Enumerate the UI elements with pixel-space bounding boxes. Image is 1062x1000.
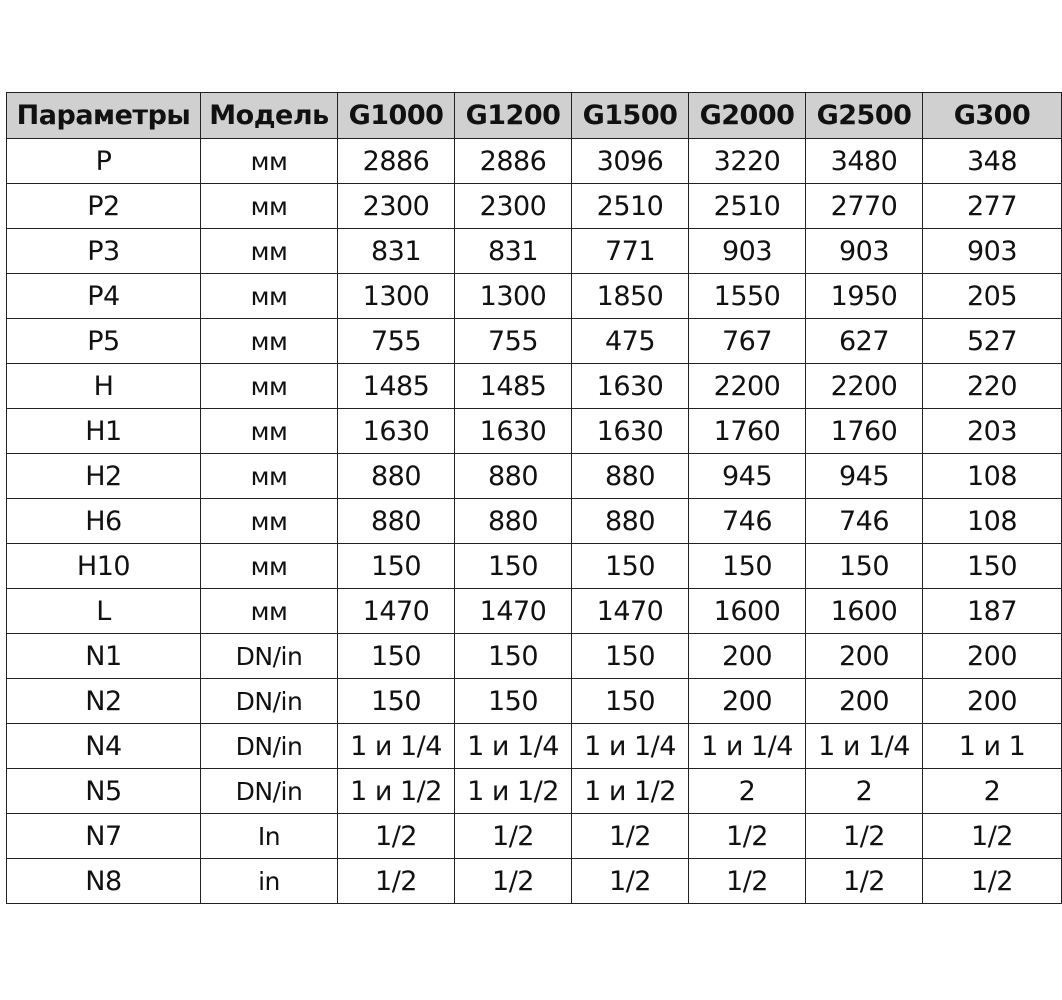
param-name-cell: P3 xyxy=(7,229,201,274)
value-cell: 755 xyxy=(455,319,572,364)
param-name-cell: H10 xyxy=(7,544,201,589)
value-cell: 945 xyxy=(689,454,806,499)
table-row xyxy=(7,499,1062,544)
param-name-cell: N4 xyxy=(7,724,201,769)
value-cell: 1550 xyxy=(689,274,806,319)
param-name-cell: N1 xyxy=(7,634,201,679)
header-model-g3000: G300 xyxy=(923,93,1062,139)
header-model-g1000: G1000 xyxy=(338,93,455,139)
value-cell: 220 xyxy=(923,364,1062,409)
value-cell: 200 xyxy=(923,679,1062,724)
value-cell: 475 xyxy=(572,319,689,364)
unit-cell: мм xyxy=(201,139,338,184)
value-cell: 767 xyxy=(689,319,806,364)
value-cell: 1470 xyxy=(572,589,689,634)
unit-cell: DN/in xyxy=(201,679,338,724)
value-cell: 1470 xyxy=(455,589,572,634)
value-cell: 2 xyxy=(806,769,923,814)
value-cell: 831 xyxy=(338,229,455,274)
param-name-cell: N5 xyxy=(7,769,201,814)
value-cell: 1630 xyxy=(572,364,689,409)
value-cell: 2 xyxy=(689,769,806,814)
value-cell: 880 xyxy=(572,499,689,544)
table-row xyxy=(7,634,1062,679)
value-cell: 200 xyxy=(806,679,923,724)
value-cell: 880 xyxy=(455,499,572,544)
value-cell: 200 xyxy=(689,679,806,724)
value-cell: 3480 xyxy=(806,139,923,184)
value-cell: 150 xyxy=(806,544,923,589)
param-name-cell: P5 xyxy=(7,319,201,364)
value-cell: 150 xyxy=(338,544,455,589)
value-cell: 150 xyxy=(689,544,806,589)
value-cell: 903 xyxy=(689,229,806,274)
value-cell: 108 xyxy=(923,454,1062,499)
value-cell: 348 xyxy=(923,139,1062,184)
value-cell: 150 xyxy=(455,544,572,589)
value-cell: 945 xyxy=(806,454,923,499)
table-row xyxy=(7,814,1062,859)
value-cell: 200 xyxy=(806,634,923,679)
value-cell: 2886 xyxy=(338,139,455,184)
unit-cell: мм xyxy=(201,364,338,409)
value-cell: 1/2 xyxy=(806,814,923,859)
value-cell: 880 xyxy=(572,454,689,499)
param-name-cell: P2 xyxy=(7,184,201,229)
header-model-g2000: G2000 xyxy=(689,93,806,139)
table-row xyxy=(7,859,1062,904)
value-cell: 1 и 1/4 xyxy=(689,724,806,769)
value-cell: 1/2 xyxy=(455,814,572,859)
value-cell: 1/2 xyxy=(689,814,806,859)
value-cell: 2770 xyxy=(806,184,923,229)
table-row xyxy=(7,589,1062,634)
header-parameters: Параметры xyxy=(7,93,201,139)
value-cell: 1 и 1/4 xyxy=(806,724,923,769)
param-name-cell: H6 xyxy=(7,499,201,544)
value-cell: 1485 xyxy=(455,364,572,409)
table-header-row xyxy=(7,93,1062,139)
value-cell: 2200 xyxy=(806,364,923,409)
header-model-g1500: G1500 xyxy=(572,93,689,139)
param-name-cell: N8 xyxy=(7,859,201,904)
value-cell: 1760 xyxy=(806,409,923,454)
value-cell: 1760 xyxy=(689,409,806,454)
value-cell: 1630 xyxy=(455,409,572,454)
value-cell: 200 xyxy=(923,634,1062,679)
value-cell: 1600 xyxy=(806,589,923,634)
value-cell: 150 xyxy=(572,679,689,724)
value-cell: 1600 xyxy=(689,589,806,634)
value-cell: 880 xyxy=(338,499,455,544)
value-cell: 1/2 xyxy=(923,859,1062,904)
unit-cell: мм xyxy=(201,184,338,229)
value-cell: 1630 xyxy=(572,409,689,454)
table-row xyxy=(7,724,1062,769)
param-name-cell: H1 xyxy=(7,409,201,454)
param-name-cell: H2 xyxy=(7,454,201,499)
unit-cell: DN/in xyxy=(201,724,338,769)
value-cell: 150 xyxy=(455,634,572,679)
value-cell: 903 xyxy=(923,229,1062,274)
value-cell: 746 xyxy=(689,499,806,544)
unit-cell: мм xyxy=(201,499,338,544)
value-cell: 2 xyxy=(923,769,1062,814)
value-cell: 2200 xyxy=(689,364,806,409)
value-cell: 150 xyxy=(923,544,1062,589)
unit-cell: in xyxy=(201,859,338,904)
parameters-table-container xyxy=(6,92,1031,904)
unit-cell: мм xyxy=(201,454,338,499)
value-cell: 203 xyxy=(923,409,1062,454)
value-cell: 3096 xyxy=(572,139,689,184)
value-cell: 2510 xyxy=(689,184,806,229)
value-cell: 1/2 xyxy=(923,814,1062,859)
param-name-cell: N7 xyxy=(7,814,201,859)
value-cell: 1300 xyxy=(338,274,455,319)
value-cell: 2510 xyxy=(572,184,689,229)
table-row xyxy=(7,139,1062,184)
value-cell: 1/2 xyxy=(572,859,689,904)
unit-cell: DN/in xyxy=(201,769,338,814)
value-cell: 2300 xyxy=(455,184,572,229)
table-row xyxy=(7,319,1062,364)
table-row xyxy=(7,364,1062,409)
unit-cell: In xyxy=(201,814,338,859)
table-row xyxy=(7,274,1062,319)
param-name-cell: L xyxy=(7,589,201,634)
value-cell: 903 xyxy=(806,229,923,274)
value-cell: 880 xyxy=(338,454,455,499)
param-name-cell: P4 xyxy=(7,274,201,319)
value-cell: 746 xyxy=(806,499,923,544)
value-cell: 1/2 xyxy=(338,859,455,904)
table-row xyxy=(7,184,1062,229)
value-cell: 277 xyxy=(923,184,1062,229)
value-cell: 771 xyxy=(572,229,689,274)
table-row xyxy=(7,769,1062,814)
table-row xyxy=(7,229,1062,274)
value-cell: 1470 xyxy=(338,589,455,634)
param-name-cell: P xyxy=(7,139,201,184)
value-cell: 880 xyxy=(455,454,572,499)
value-cell: 150 xyxy=(338,679,455,724)
value-cell: 2300 xyxy=(338,184,455,229)
value-cell: 1/2 xyxy=(338,814,455,859)
value-cell: 150 xyxy=(455,679,572,724)
value-cell: 1/2 xyxy=(455,859,572,904)
value-cell: 1630 xyxy=(338,409,455,454)
header-model-g2500: G2500 xyxy=(806,93,923,139)
unit-cell: мм xyxy=(201,229,338,274)
value-cell: 1950 xyxy=(806,274,923,319)
table-row xyxy=(7,679,1062,724)
parameters-table xyxy=(6,92,1062,904)
value-cell: 755 xyxy=(338,319,455,364)
value-cell: 108 xyxy=(923,499,1062,544)
unit-cell: мм xyxy=(201,319,338,364)
header-model: Модель xyxy=(201,93,338,139)
value-cell: 1485 xyxy=(338,364,455,409)
value-cell: 187 xyxy=(923,589,1062,634)
unit-cell: мм xyxy=(201,589,338,634)
param-name-cell: N2 xyxy=(7,679,201,724)
value-cell: 1/2 xyxy=(689,859,806,904)
unit-cell: мм xyxy=(201,274,338,319)
value-cell: 1 и 1/4 xyxy=(338,724,455,769)
value-cell: 627 xyxy=(806,319,923,364)
table-row xyxy=(7,409,1062,454)
value-cell: 527 xyxy=(923,319,1062,364)
value-cell: 831 xyxy=(455,229,572,274)
value-cell: 1850 xyxy=(572,274,689,319)
value-cell: 2886 xyxy=(455,139,572,184)
table-row xyxy=(7,544,1062,589)
value-cell: 1/2 xyxy=(572,814,689,859)
value-cell: 1 и 1 xyxy=(923,724,1062,769)
value-cell: 1 и 1/4 xyxy=(455,724,572,769)
value-cell: 1 и 1/2 xyxy=(572,769,689,814)
value-cell: 3220 xyxy=(689,139,806,184)
value-cell: 150 xyxy=(572,634,689,679)
value-cell: 1/2 xyxy=(806,859,923,904)
value-cell: 150 xyxy=(572,544,689,589)
param-name-cell: H xyxy=(7,364,201,409)
table-row xyxy=(7,454,1062,499)
table-body xyxy=(7,139,1062,904)
value-cell: 1 и 1/2 xyxy=(455,769,572,814)
value-cell: 1 и 1/4 xyxy=(572,724,689,769)
value-cell: 150 xyxy=(338,634,455,679)
unit-cell: мм xyxy=(201,409,338,454)
unit-cell: DN/in xyxy=(201,634,338,679)
header-model-g1200: G1200 xyxy=(455,93,572,139)
value-cell: 205 xyxy=(923,274,1062,319)
value-cell: 1 и 1/2 xyxy=(338,769,455,814)
unit-cell: мм xyxy=(201,544,338,589)
value-cell: 1300 xyxy=(455,274,572,319)
value-cell: 200 xyxy=(689,634,806,679)
